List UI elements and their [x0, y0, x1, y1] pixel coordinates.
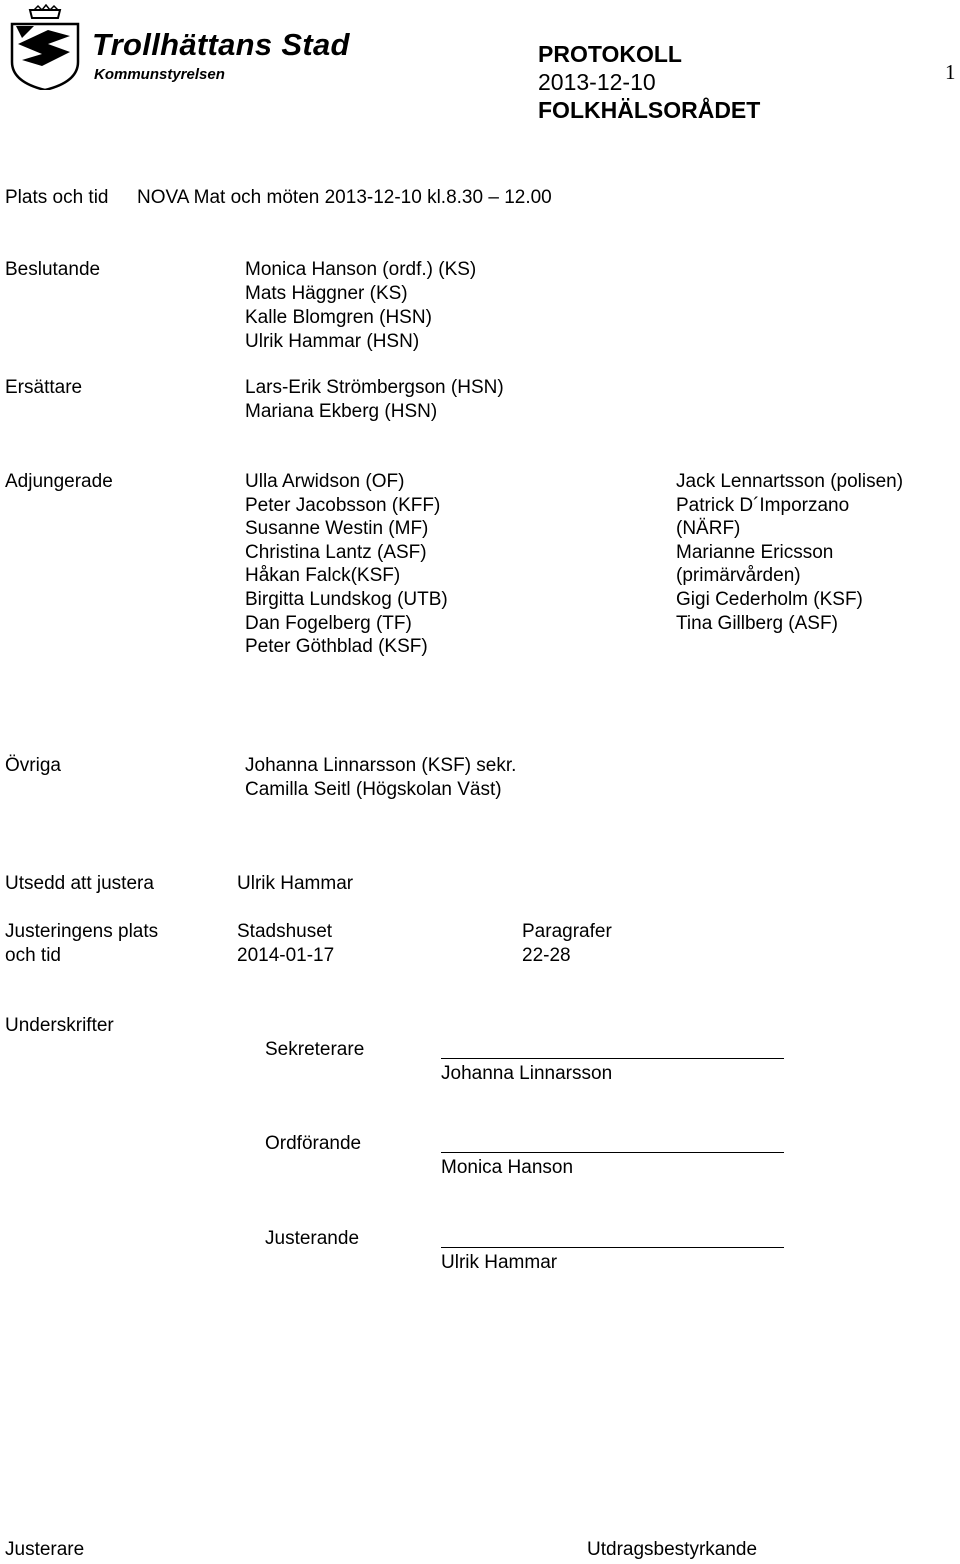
signature-name-secretary: Johanna Linnarsson [441, 1063, 613, 1084]
adjust-place-label: Justeringens plats och tid [5, 921, 159, 966]
adjust-place-value [237, 920, 334, 968]
list-item: (primärvården) [676, 565, 801, 587]
signature-line [441, 1058, 784, 1059]
place-time-label: Plats och tid [5, 187, 109, 208]
list-item: Marianne Ericsson [676, 541, 834, 563]
list-item: (NÄRF) [676, 518, 741, 540]
list-item: Camilla Seitl (Högskolan Väst) [245, 779, 502, 800]
paragraphs [522, 920, 612, 968]
list-item: Lars-Erik Strömbergson (HSN) [245, 377, 504, 398]
signature-line [441, 1247, 784, 1248]
signature-name-chair: Monica Hanson [441, 1157, 574, 1178]
others-list [245, 754, 516, 802]
org-name: Trollhättans Stad [92, 27, 350, 62]
adjust-date: 2014-01-17 [237, 945, 335, 966]
paragraphs-value: 22-28 [522, 945, 571, 966]
appointed-adjuster-label: Utsedd att justera [5, 873, 154, 894]
list-item: Jack Lennartsson (polisen) [676, 471, 904, 492]
substitutes-label: Ersättare [5, 377, 83, 398]
deciding-list [245, 258, 476, 354]
adjunct-label: Adjungerade [5, 471, 113, 492]
signature-role-secretary: Sekreterare [265, 1039, 365, 1060]
paragraphs-label: Paragrafer [522, 921, 612, 942]
list-item: Ulrik Hammar (HSN) [245, 331, 420, 352]
deciding-label: Beslutande [5, 259, 101, 280]
municipality-logo [8, 4, 388, 90]
adjunct-list-col1 [245, 470, 448, 659]
signatures-label: Underskrifter [5, 1015, 114, 1036]
list-item: Birgitta Lundskog (UTB) [245, 588, 448, 610]
footer-extract-certification-label: Utdragsbestyrkande [587, 1539, 758, 1560]
org-unit: Kommunstyrelsen [94, 66, 225, 83]
footer-adjusters-label: Justerare [5, 1539, 85, 1560]
list-item: Mats Häggner (KS) [245, 283, 408, 304]
list-item: Peter Göthblad (KSF) [245, 636, 428, 658]
list-item: Patrick D´Imporzano [676, 494, 850, 516]
signature-role-chair: Ordförande [265, 1133, 362, 1154]
list-item: Mariana Ekberg (HSN) [245, 401, 438, 422]
list-item: Susanne Westin (MF) [245, 518, 429, 540]
others-label: Övriga [5, 755, 61, 776]
page-number: 1 [945, 60, 956, 84]
list-item: Peter Jacobsson (KFF) [245, 494, 441, 516]
signature-line [441, 1152, 784, 1153]
doc-type: PROTOKOLL [538, 41, 682, 67]
council-name: FOLKHÄLSORÅDET [538, 97, 761, 123]
document-header [538, 40, 760, 124]
list-item: Dan Fogelberg (TF) [245, 612, 412, 634]
place-time-value: NOVA Mat och möten 2013-12-10 kl.8.30 – 12.00 [137, 187, 552, 208]
coat-of-arms-icon [8, 4, 82, 90]
list-item: Gigi Cederholm (KSF) [676, 588, 863, 610]
signature-name-adjuster: Ulrik Hammar [441, 1252, 558, 1273]
appointed-adjuster-value: Ulrik Hammar [237, 873, 354, 894]
list-item: Håkan Falck(KSF) [245, 565, 401, 587]
adjunct-list-col2 [676, 470, 903, 635]
list-item: Tina Gillberg (ASF) [676, 612, 838, 634]
list-item: Johanna Linnarsson (KSF) sekr. [245, 755, 517, 776]
substitutes-list [245, 376, 504, 424]
signature-role-adjuster: Justerande [265, 1228, 360, 1249]
meeting-date: 2013-12-10 [538, 69, 656, 95]
list-item: Ulla Arwidson (OF) [245, 471, 405, 492]
list-item: Monica Hanson (ordf.) (KS) [245, 259, 477, 280]
list-item: Christina Lantz (ASF) [245, 541, 427, 563]
adjust-place: Stadshuset [237, 921, 333, 942]
list-item: Kalle Blomgren (HSN) [245, 307, 432, 328]
